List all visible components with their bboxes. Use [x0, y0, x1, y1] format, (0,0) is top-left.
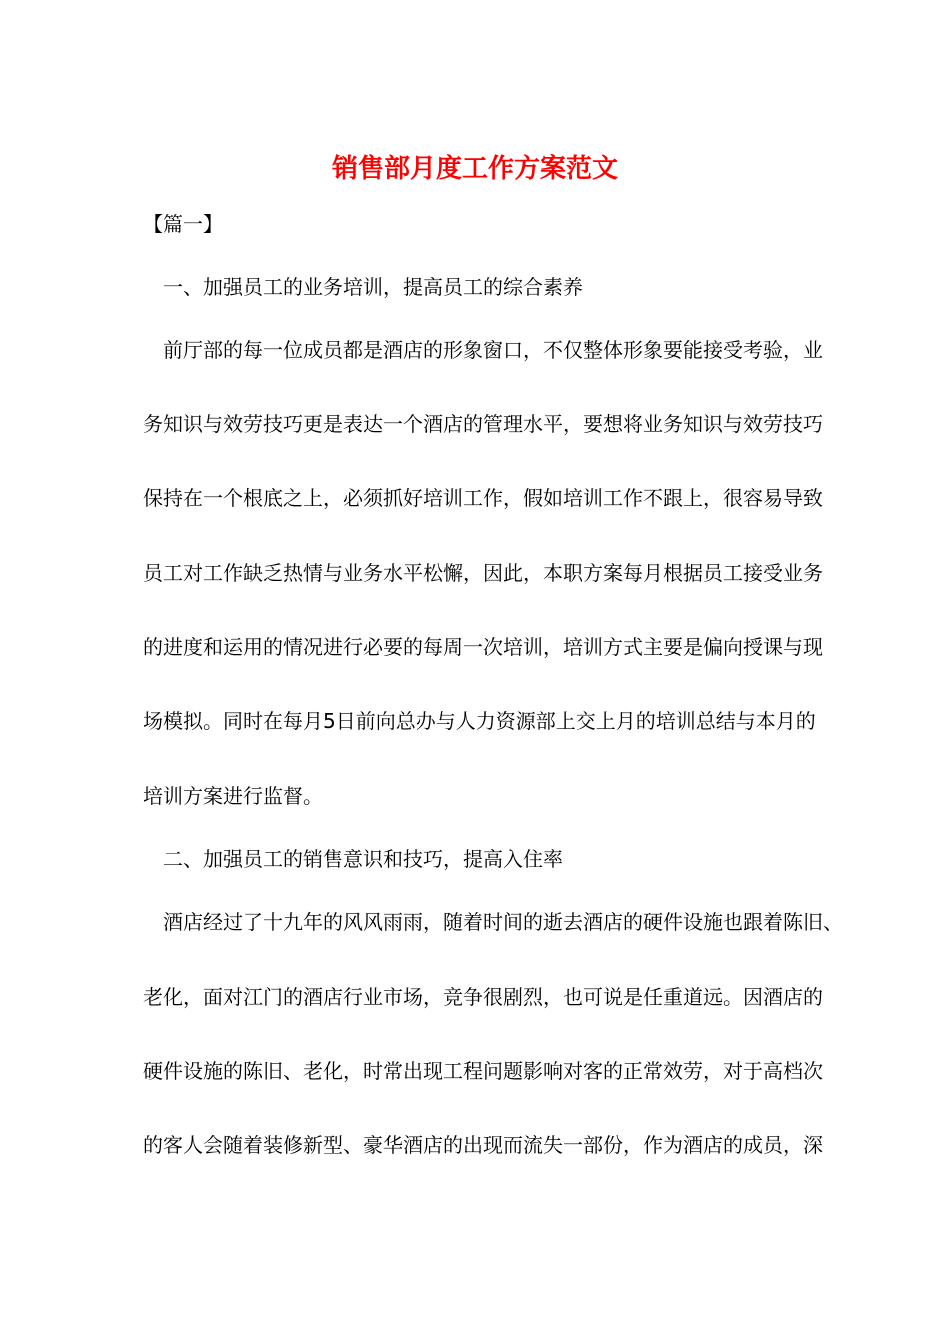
- heading-1: 一、加强员工的业务培训，提高员工的综合素养: [163, 275, 583, 299]
- paragraph-2-line: 老化，面对江门的酒店行业市场，竞争很剧烈，也可说是任重道远。因酒店的: [143, 985, 823, 1009]
- paragraph-2-line: 硬件设施的陈旧、老化，时常出现工程问题影响对客的正常效劳，对于高档次: [143, 1059, 823, 1083]
- section-label: 【篇一】: [143, 212, 223, 236]
- document-title: 销售部月度工作方案范文: [331, 154, 618, 184]
- paragraph-1-line: 场模拟。同时在每月5日前向总办与人力资源部上交上月的培训总结与本月的: [143, 709, 816, 733]
- paragraph-1-line: 务知识与效劳技巧更是表达一个酒店的管理水平，要想将业务知识与效劳技巧: [143, 412, 823, 436]
- paragraph-2-line: 的客人会随着装修新型、豪华酒店的出现而流失一部份，作为酒店的成员，深: [143, 1133, 823, 1157]
- heading-2: 二、加强员工的销售意识和技巧，提高入住率: [163, 847, 563, 871]
- paragraph-2-line: 酒店经过了十九年的风风雨雨，随着时间的逝去酒店的硬件设施也跟着陈旧、: [163, 910, 843, 934]
- paragraph-1-line: 前厅部的每一位成员都是酒店的形象窗口，不仅整体形象要能接受考验，业: [163, 338, 823, 362]
- paragraph-1-line: 的进度和运用的情况进行必要的每周一次培训，培训方式主要是偏向授课与现: [143, 635, 823, 659]
- paragraph-1-line: 保持在一个根底之上，必须抓好培训工作，假如培训工作不跟上，很容易导致: [143, 486, 823, 510]
- paragraph-1-line: 培训方案进行监督。: [143, 784, 323, 808]
- paragraph-1-line: 员工对工作缺乏热情与业务水平松懈，因此，本职方案每月根据员工接受业务: [143, 561, 823, 585]
